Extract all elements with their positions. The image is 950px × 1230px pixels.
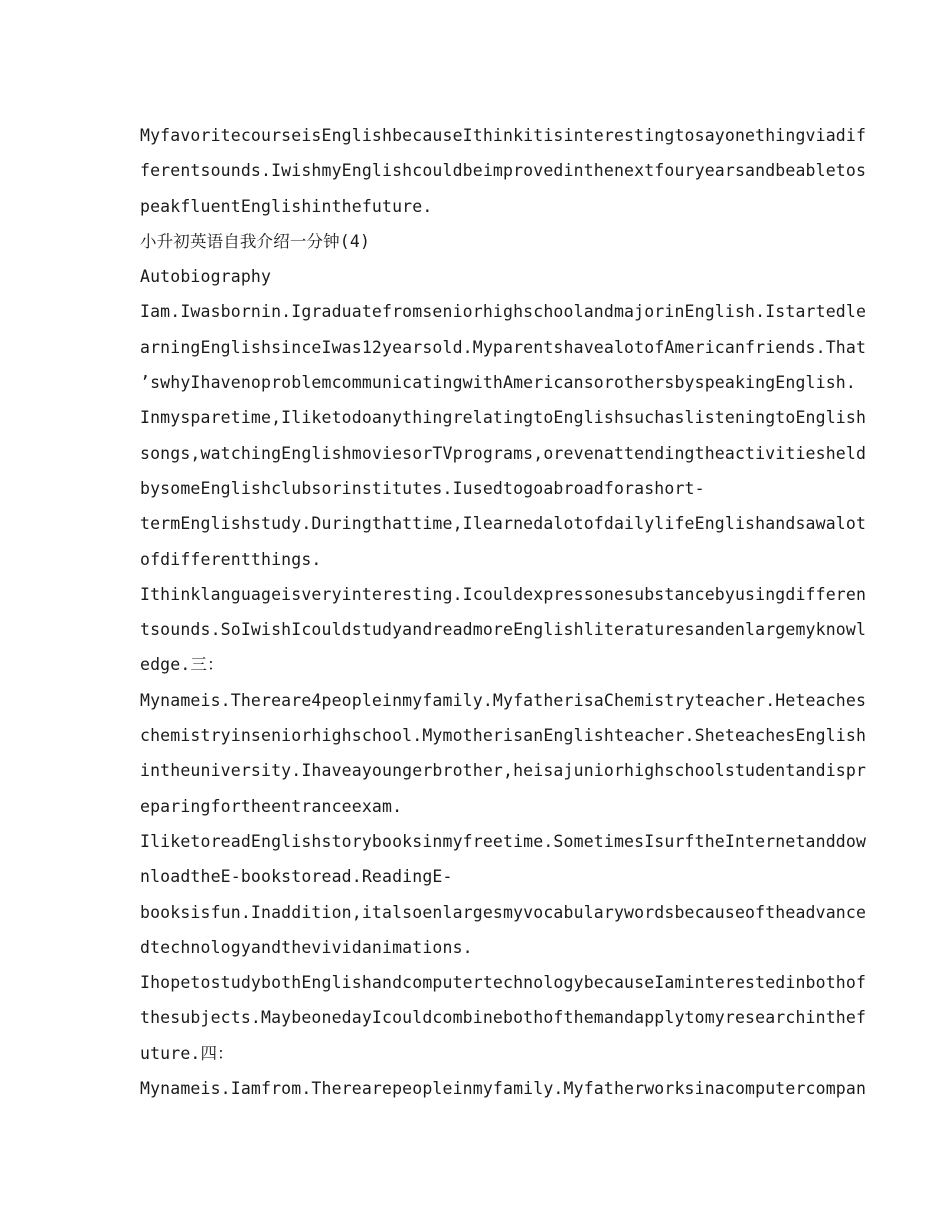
text-line: IhopetostudybothEnglishandcomputertechnologybecauseIaminterestedinbothof	[140, 973, 867, 993]
text-line: uture.四：	[140, 1043, 234, 1063]
text-line: arningEnglishsinceIwas12yearsold.MyparentshavealotofAmericanfriends.That	[140, 337, 867, 357]
section-heading: 小升初英语自我介绍一分钟(4)	[140, 231, 371, 251]
text-line: chemistryinseniorhighschool.MymotherisanEnglishteacher.SheteachesEnglish	[140, 726, 867, 746]
text-line: bysomeEnglishclubsorinstitutes.Iusedtogoabroadforashort-	[140, 478, 705, 498]
text-line: dtechnologyandthevividanimations.	[140, 937, 473, 957]
text-line: ferentsounds.IwishmyEnglishcouldbeimprovedinthenextfouryearsandbeabletos	[140, 161, 867, 181]
text-line: eparingfortheentranceexam.	[140, 796, 403, 816]
text-line: booksisfun.Inaddition,italsoenlargesmyvocabularywordsbecauseoftheadvance	[140, 902, 867, 922]
text-line: termEnglishstudy.Duringthattime,IlearnedalotofdailylifeEnglishandsawalot	[140, 514, 867, 534]
text-line: MyfavoritecourseisEnglishbecauseIthinkitisinterestingtosayonethingviadif	[140, 126, 867, 145]
text-line: Mynameis.Thereare4peopleinmyfamily.MyfatherisaChemistryteacher.Heteaches	[140, 690, 867, 710]
document-body	[140, 118, 867, 1106]
text-line: Mynameis.Iamfrom.Therearepeopleinmyfamily.Myfatherworksinacomputercompan	[140, 1079, 867, 1099]
text-line: Inmysparetime,IliketodoanythingrelatingtoEnglishsuchaslisteningtoEnglish	[140, 408, 867, 428]
text-line: IliketoreadEnglishstorybooksinmyfreetime.SometimesIsurftheInternetanddow	[140, 831, 867, 851]
text-line: ofdifferentthings.	[140, 549, 322, 569]
text-line: Autobiography	[140, 267, 272, 287]
text-line: ’swhyIhavenoproblemcommunicatingwithAmericansorothersbyspeakingEnglish.	[140, 373, 856, 393]
text-line: edge.三：	[140, 655, 224, 675]
text-line: intheuniversity.Ihaveayoungerbrother,heisajuniorhighschoolstudentandispr	[140, 761, 867, 781]
text-line: tsounds.SoIwishIcouldstudyandreadmoreEnglishliteraturesandenlargemyknowl	[140, 620, 867, 640]
text-line: thesubjects.MaybeonedayIcouldcombinebothofthemandapplytomyresearchinthef	[140, 1008, 867, 1028]
text-line: nloadtheE-bookstoread.ReadingE-	[140, 867, 453, 887]
text-line: songs,watchingEnglishmoviesorTVprograms,orevenattendingtheactivitiesheld	[140, 443, 867, 463]
text-line: peakfluentEnglishinthefuture.	[140, 196, 433, 216]
text-line: Iam.Iwasbornin.IgraduatefromseniorhighschoolandmajorinEnglish.Istartedle	[140, 302, 867, 322]
text-line: Ithinklanguageisveryinteresting.Icouldexpressonesubstancebyusingdifferen	[140, 584, 867, 604]
